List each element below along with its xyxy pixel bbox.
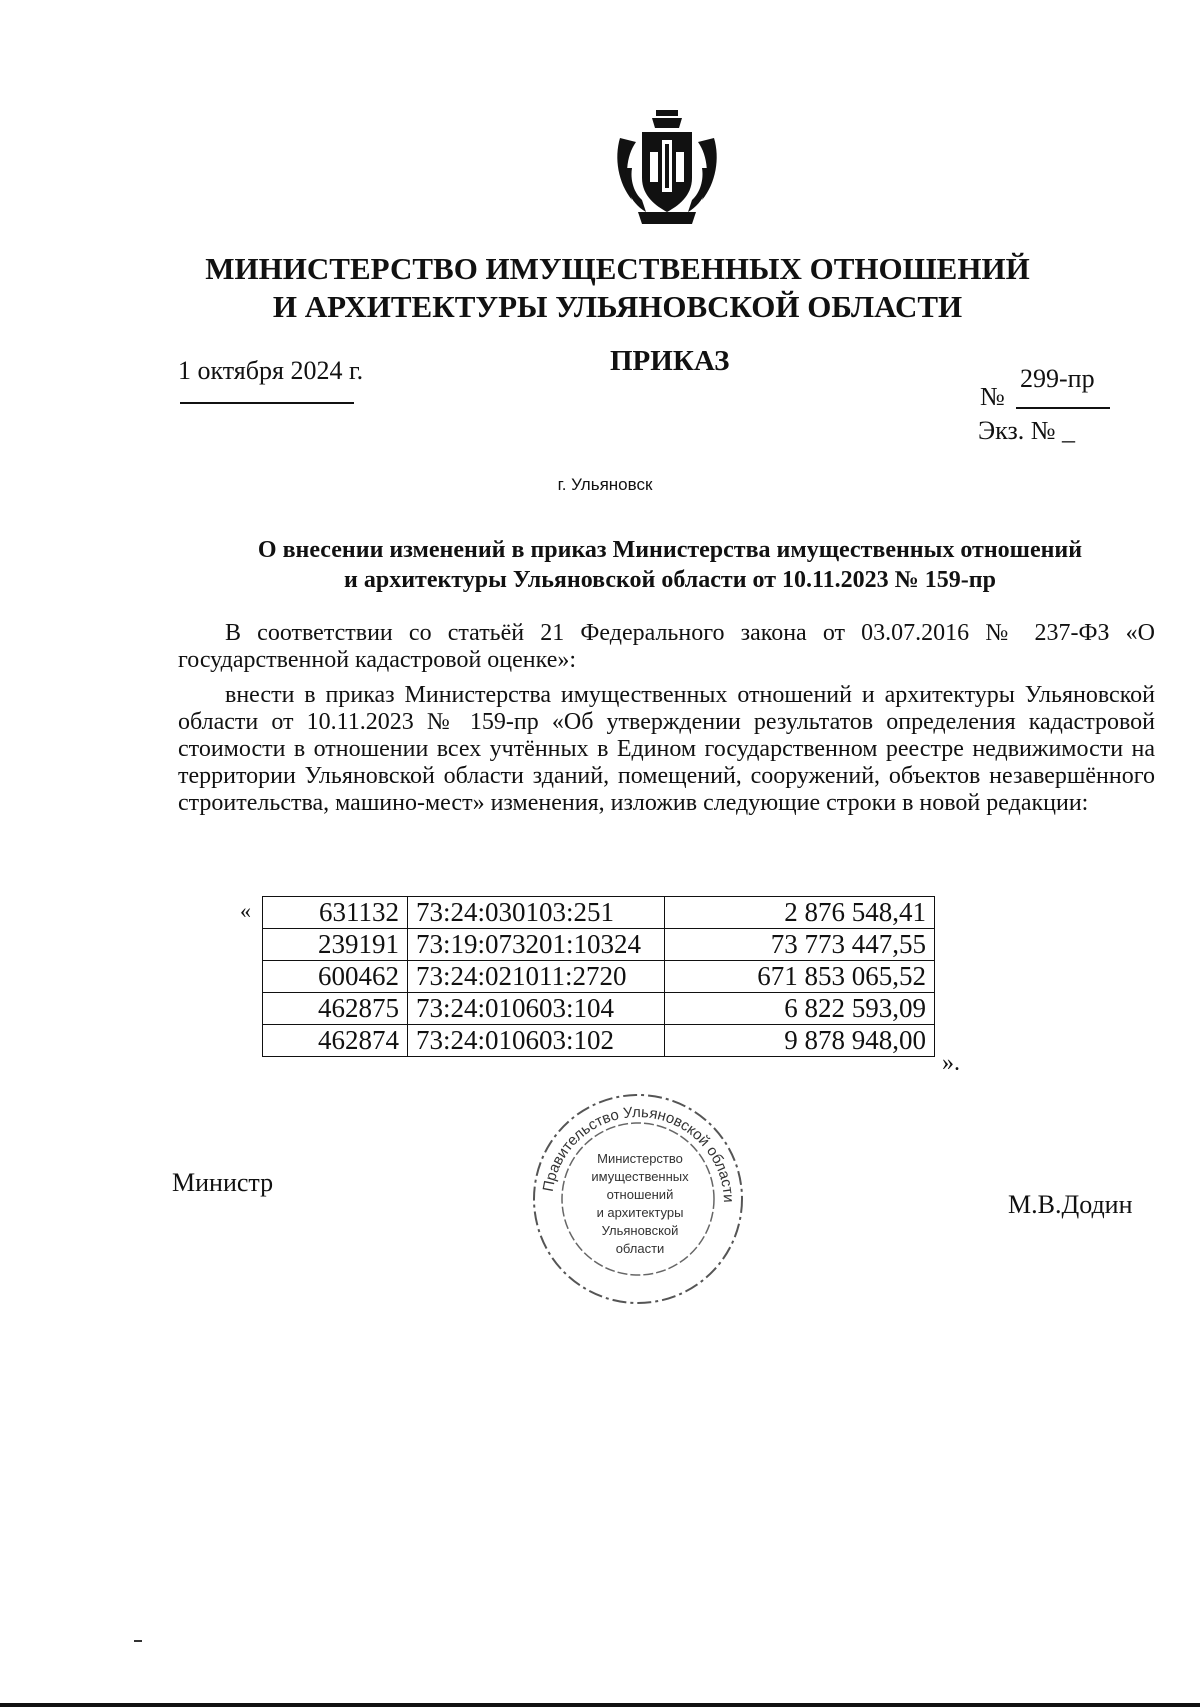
signatory-title: Министр [172,1168,274,1197]
row-number: 239191 [263,929,408,961]
table-close-quote: ». [942,1050,960,1076]
order-date: 1 октября 2024 г. [178,356,364,385]
table-open-quote: « [240,898,251,923]
paragraph-basis: В соответствии со статьёй 21 Федерального закона от 03.07.2016 № 237-ФЗ «О государственной кадастровой оценке»: [178,620,1155,673]
cadastral-value: 671 853 065,52 [665,961,935,993]
row-number: 462875 [263,993,408,1025]
seal-line: Ульяновской [601,1223,679,1238]
cadastral-value: 73 773 447,55 [665,929,935,961]
cadastral-number: 73:24:030103:251 [408,897,665,929]
cadastral-number: 73:24:010603:102 [408,1025,665,1057]
cadastral-number: 73:24:021011:2720 [408,961,665,993]
seal-outer-text: Правительство Ульяновской области [539,1103,738,1204]
order-subject [200,535,1140,595]
cadastral-value: 2 876 548,41 [665,897,935,929]
cadastral-number: 73:19:073201:10324 [408,929,665,961]
row-number: 462874 [263,1025,408,1057]
order-number: 299-пр [1020,364,1095,393]
scan-mark [134,1640,142,1642]
ministry-title [0,250,1200,326]
table-row [263,1025,935,1057]
number-sign: № [980,382,1005,411]
cadastral-number: 73:24:010603:104 [408,993,665,1025]
cadastral-value: 9 878 948,00 [665,1025,935,1057]
scan-edge [0,1703,1200,1707]
seal-line: отношений [606,1187,674,1202]
signatory-name: М.В.Додин [1008,1190,1133,1219]
cadastral-value: 6 822 593,09 [665,993,935,1025]
document-type: ПРИКАЗ [610,345,730,377]
city: г. Ульяновск [557,475,653,494]
seal-line: области [615,1241,665,1256]
date-underline [180,402,354,404]
copy-number: Экз. № _ [978,416,1076,445]
ministry-title-line2: И АРХИТЕКТУРЫ УЛЬЯНОВСКОЙ ОБЛАСТИ [272,289,963,324]
row-number: 600462 [263,961,408,993]
paragraph-resolution: внести в приказ Министерства имущественных отношений и архитектуры Ульяновской области от 10.11.2023 № 159-пр «Об утверждении результатов определения кадастровой стоимости в отношении всех учтённых в Едином государственном реестре недвижимости на территории Ульяновской области зданий, помещений, сооружений, объектов незавершённого строительства, машино-мест» изменения, изложив следующие строки в новой редакции: [178,682,1155,816]
subject-line1: О внесении изменений в приказ Министерства имущественных отношений [257,537,1083,563]
table-row [263,993,935,1025]
cadastral-value-table [262,896,935,1057]
coat-of-arms-icon [612,108,722,226]
subject-line2: и архитектуры Ульяновской области от 10.11.2023 № 159-пр [344,567,996,593]
ministry-title-line1: МИНИСТЕРСТВО ИМУЩЕСТВЕННЫХ ОТНОШЕНИЙ [205,251,1030,286]
row-number: 631132 [263,897,408,929]
table-row [263,929,935,961]
number-underline [1016,407,1110,409]
seal-line: и архитектуры [596,1205,684,1220]
official-seal [520,1085,755,1310]
table-row [263,897,935,929]
seal-line: Министерство [597,1151,683,1166]
table-row [263,961,935,993]
seal-line: имущественных [591,1169,689,1184]
